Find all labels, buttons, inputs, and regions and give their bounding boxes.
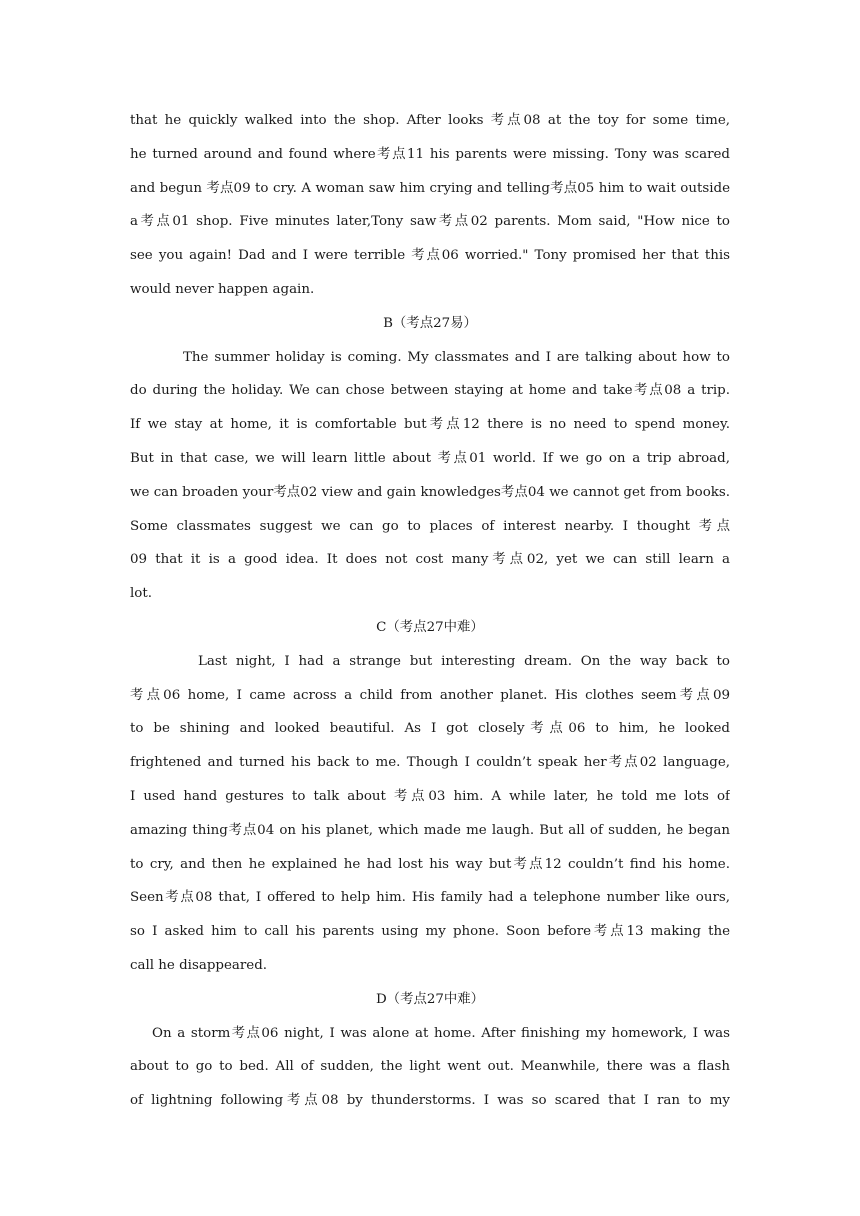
text-line: call he disappeared. [130,957,268,973]
text-line: of lightning following考点08 by thunderstorms. I was so scared that I ran to my [130,1093,730,1109]
text-line: frightened and turned his back to me. Though I couldn’t speak her考点02 language, [130,755,730,771]
text-line: about to go to bed. All of sudden, the light went out. Meanwhile, there was a flash [130,1059,730,1075]
text-line: we can broaden your考点02 view and gain knowledges考点04 we cannot get from books. [130,484,730,500]
text-line: Seen考点08 that, I offered to help him. His family had a telephone number like ours, [130,890,730,906]
text-line: and begun 考点09 to cry. A woman saw him crying and telling考点05 him to wait outside [130,180,730,196]
section-d [130,983,730,1118]
text-line: amazing thing考点04 on his planet, which made me laugh. But all of sudden, he began [130,822,730,838]
text-line: On a storm考点06 night, I was alone at home. After finishing my homework, I was [152,1025,730,1041]
section-c [130,611,730,983]
text-line: I used hand gestures to talk about 考点03 him. A while later, he told me lots of [130,788,730,804]
text-line: Last night, I had a strange but interesting dream. On the way back to [198,653,730,669]
text-line: lot. [130,586,152,602]
section-heading: B（考点27易） [383,315,477,331]
text-line: 09 that it is a good idea. It does not cost many考点02, yet we can still learn a [130,552,730,568]
text-line: If we stay at home, it is comfortable but考点12 there is no need to spend money. [130,417,730,433]
section-b [130,307,730,611]
text-line: do during the holiday. We can chose between staying at home and take考点08 a trip. [130,383,730,399]
text-line: Some classmates suggest we can go to places of interest nearby. I thought 考点 [130,518,730,534]
text-line: he turned around and found where考点11 his parents were missing. Tony was scared [130,146,730,162]
text-line: a考点01 shop. Five minutes later,Tony saw考点02 parents. Mom said, "How nice to [130,214,730,230]
text-line: to cry, and then he explained he had lost his way but考点12 couldn’t find his home. [130,856,730,872]
section-a [130,104,730,307]
text-line: that he quickly walked into the shop. After looks 考点08 at the toy for some time, [130,113,730,128]
document-body [130,104,730,1118]
section-heading: C（考点27中难） [376,619,484,635]
text-line: see you again! Dad and I were terrible 考点06 worried." Tony promised her that this [130,248,730,264]
text-line: 考点06 home, I came across a child from another planet. His clothes seem考点09 [130,687,730,703]
text-line: so I asked him to call his parents using my phone. Soon before考点13 making the [130,924,730,940]
text-line: to be shining and looked beautiful. As I got closely考点06 to him, he looked [130,721,730,737]
text-line: would never happen again. [130,281,315,297]
text-line: But in that case, we will learn little about 考点01 world. If we go on a trip abroad, [130,450,730,466]
text-line: The summer holiday is coming. My classmates and I are talking about how to [183,349,730,365]
section-heading: D（考点27中难） [375,991,485,1007]
